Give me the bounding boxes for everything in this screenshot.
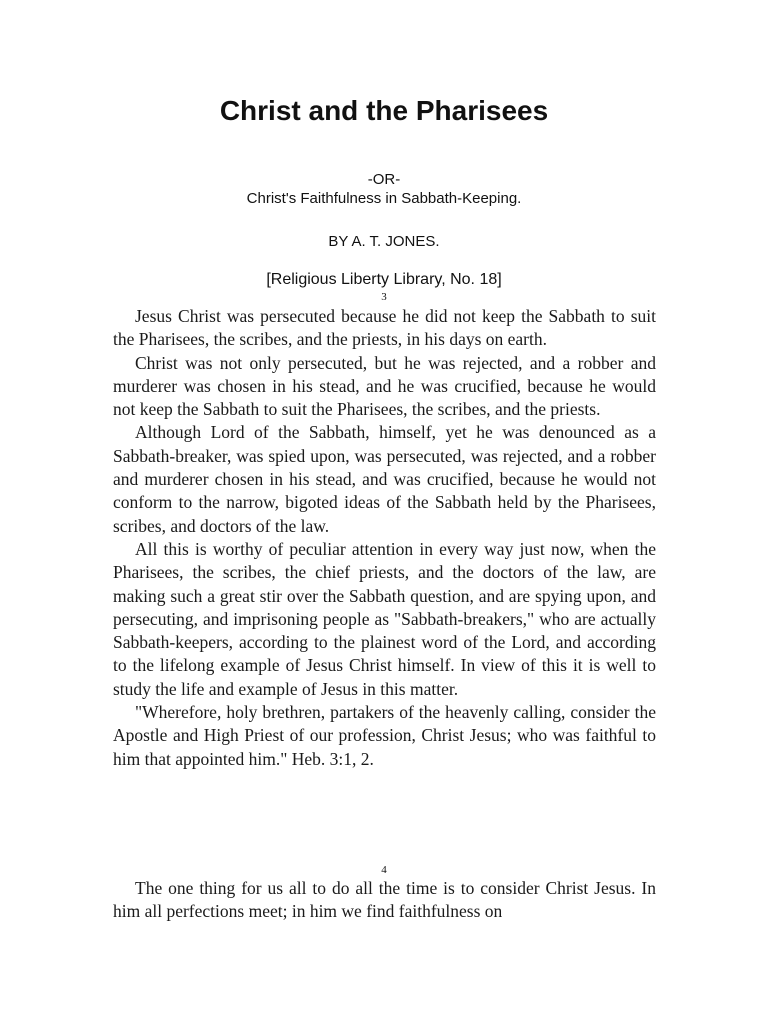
paragraph: Christ was not only persecuted, but he was rejected, and a robber and murderer was chosen in his stead, and he was crucified, because he would not keep the Sabbath to suit the Pharisees, the scribes, and the priests.: [113, 352, 656, 420]
body-text-page-3: [113, 305, 656, 771]
or-separator: -OR-: [367, 171, 401, 188]
page-marker: 4: [381, 864, 387, 876]
page-marker: 3: [381, 291, 387, 303]
body-text-page-4: [113, 877, 656, 924]
paragraph: "Wherefore, holy brethren, partakers of the heavenly calling, consider the Apostle and High Priest of our profession, Christ Jesus; who was faithful to him that appointed him." Heb. 3:1, 2.: [113, 702, 656, 769]
series-label: [Religious Liberty Library, No. 18]: [266, 271, 502, 288]
document-subtitle: Christ's Faithfulness in Sabbath-Keeping.: [246, 190, 522, 207]
paragraph: All this is worthy of peculiar attention in every way just now, when the Pharisees, the scribes, the chief priests, and the doctors of the law, are making such a great stir over the Sabbath question, and are spying upon, and persecuting, and imprisoning people as "Sabbath-breakers," who are actually Sabbath-keepers, according to the plainest word of the Lord, and according to the lifelong example of Jesus Christ himself. In view of this it is well to study the life and example of Jesus in this matter.: [113, 538, 656, 699]
paragraph: The one thing for us all to do all the time is to consider Christ Jesus. In him all perfections meet; in him we find faithfulness on: [113, 878, 656, 922]
paragraph: Jesus Christ was persecuted because he did not keep the Sabbath to suit the Pharisees, the scribes, and the priests, in his days on earth.: [113, 306, 656, 350]
paragraph: Although Lord of the Sabbath, himself, yet he was denounced as a Sabbath-breaker, was spied upon, was persecuted, was rejected, and a robber and murderer chosen in his stead, and was crucified, because he would not conform to the narrow, bigoted ideas of the Sabbath held by the Pharisees, scribes, and doctors of the law.: [113, 422, 656, 536]
document-title: Christ and the Pharisees: [219, 95, 549, 126]
document-author: BY A. T. JONES.: [328, 233, 440, 250]
